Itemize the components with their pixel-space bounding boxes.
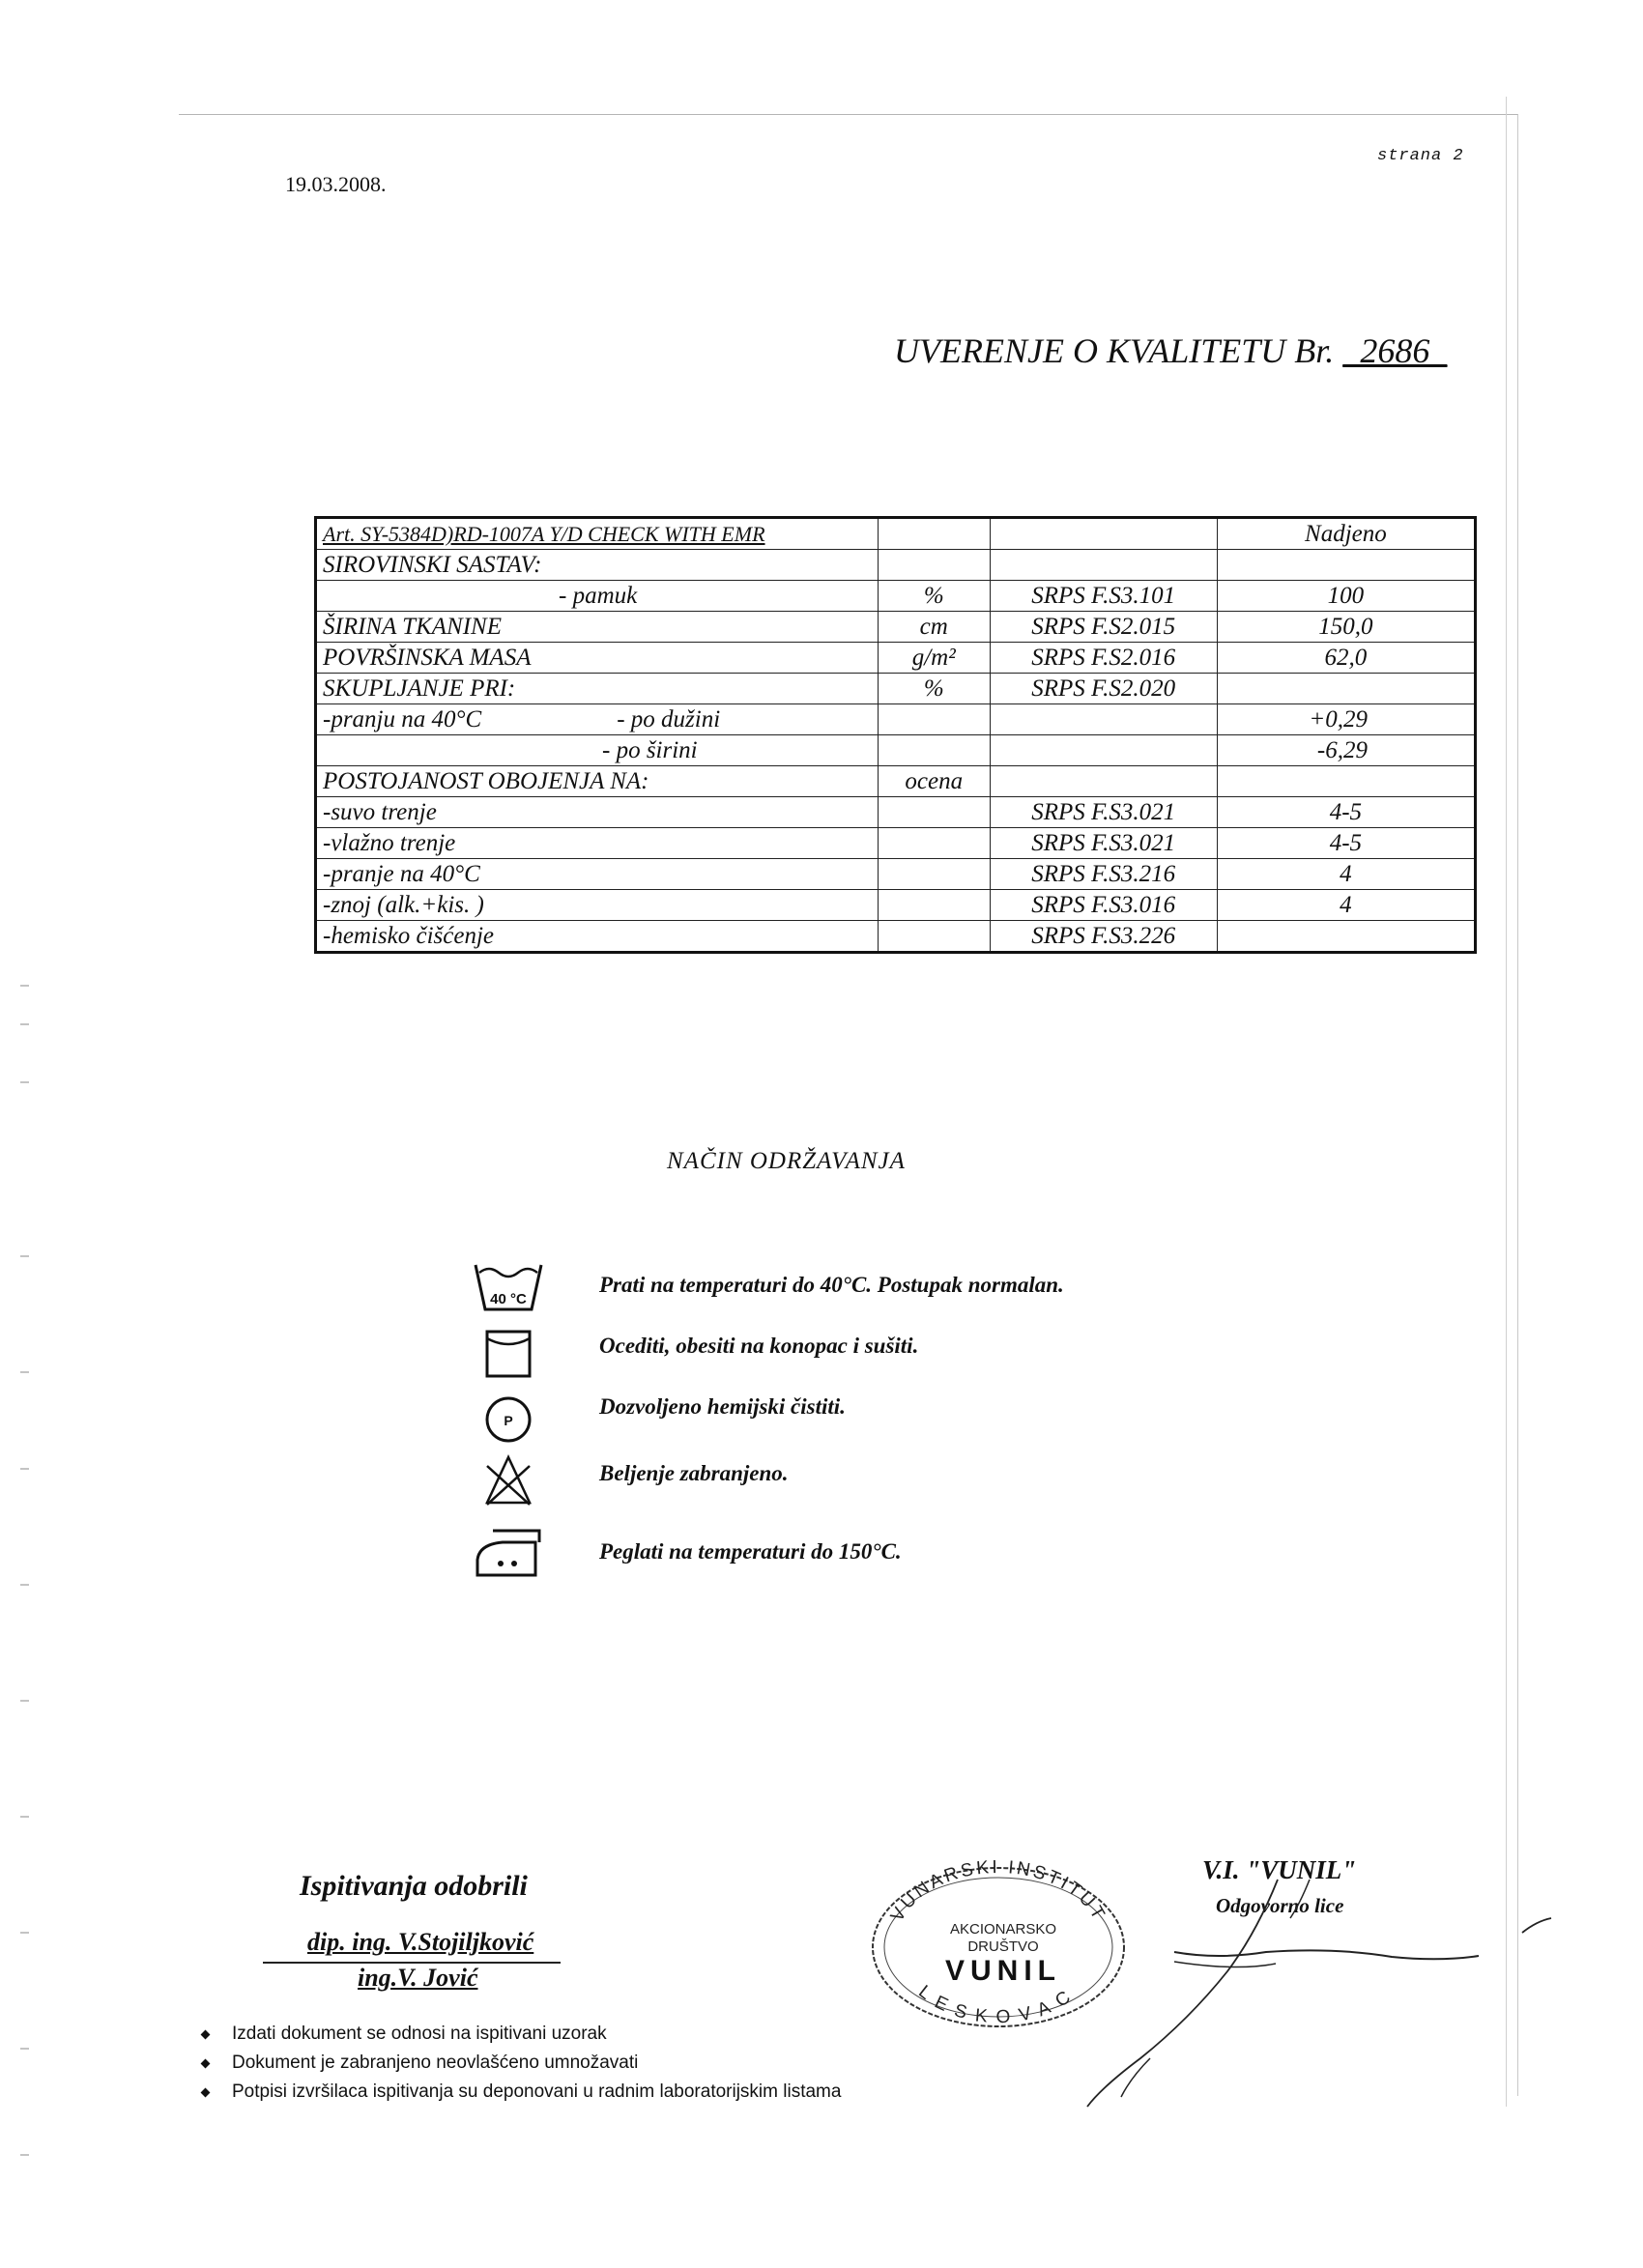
table-row (316, 518, 1476, 550)
row-unit: % (878, 581, 990, 612)
dry-clean-letter: P (504, 1413, 513, 1428)
row-unit: % (878, 674, 990, 704)
table-row (316, 828, 1476, 859)
found-header: Nadjeno (1217, 518, 1475, 550)
care-instruction: Beljenje zabranjeno. (599, 1461, 789, 1485)
row-value: 62,0 (1217, 643, 1475, 674)
row-standard: SRPS F.S3.226 (990, 921, 1217, 953)
institute-stamp (858, 1851, 1139, 2034)
table-row (316, 581, 1476, 612)
document-date: 19.03.2008. (285, 172, 387, 196)
footer-notes (198, 2020, 841, 2107)
document-title (894, 330, 1447, 371)
certificate-number: _2686_ (1342, 331, 1448, 370)
stamp-main-text: VUNIL (945, 1955, 1061, 1987)
care-instruction: Prati na temperaturi do 40°C. Postupak normalan. (599, 1273, 1064, 1297)
list-item: Izdati dokument se odnosi na ispitivani uzorak (198, 2020, 841, 2049)
row-label: -suvo trenje (316, 797, 879, 828)
row-label: - po širini (316, 735, 879, 766)
row-sublabel: - po dužini (617, 706, 721, 732)
row-label: - pamuk (316, 581, 879, 612)
svg-text:VUNARSKI INSTITUT (887, 1857, 1110, 1925)
row-value: +0,29 (1217, 704, 1475, 735)
responsible-person-label: Odgovorno lice (1216, 1894, 1344, 1917)
row-label: SKUPLJANJE PRI: (316, 674, 879, 704)
table-row (316, 921, 1476, 953)
diamond-bullet-icon (201, 2058, 211, 2068)
list-item: Dokument je zabranjeno neovlašćeno umnožavati (198, 2049, 841, 2078)
signer-name: dip. ing. V.Stojiljković (307, 1928, 534, 1956)
row-label: -hemisko čišćenje (316, 921, 879, 953)
row-unit: cm (878, 612, 990, 643)
table-row (316, 735, 1476, 766)
row-value: -6,29 (1217, 735, 1475, 766)
dry-clean-p-icon (474, 1393, 543, 1446)
quality-results-table (314, 516, 1477, 954)
maintenance-title: NAČIN ODRŽAVANJA (667, 1148, 906, 1174)
table-row (316, 612, 1476, 643)
title-text: UVERENJE O KVALITETU Br. (894, 331, 1343, 370)
row-standard: SRPS F.S3.021 (990, 828, 1217, 859)
table-row (316, 643, 1476, 674)
table-row (316, 550, 1476, 581)
row-label: -pranju na 40°C - po dužini (316, 704, 879, 735)
row-standard: SRPS F.S3.101 (990, 581, 1217, 612)
row-label: ŠIRINA TKANINE (316, 612, 879, 643)
table-row (316, 766, 1476, 797)
scan-edge-artifact (17, 966, 31, 2223)
stamp-city: LESKOVAC (914, 1981, 1082, 2028)
iron-two-dots-icon (474, 1525, 543, 1581)
row-label: -znoj (alk.+kis. ) (316, 890, 879, 921)
list-item: Potpisi izvršilaca ispitivanja su deponovani u radnim laboratorijskim listama (198, 2078, 841, 2107)
row-value: 4 (1217, 890, 1475, 921)
row-label: POSTOJANOST OBOJENJA NA: (316, 766, 879, 797)
care-instruction: Ocediti, obesiti na konopac i sušiti. (599, 1334, 919, 1358)
page-frame (179, 114, 1518, 2096)
page-number: strana 2 (1377, 147, 1464, 165)
row-standard: SRPS F.S2.016 (990, 643, 1217, 674)
diamond-bullet-icon (201, 2029, 211, 2039)
row-standard: SRPS F.S3.021 (990, 797, 1217, 828)
svg-text:LESKOVAC (914, 1982, 1081, 2028)
article-cell: Art. SY-5384D)RD-1007A Y/D CHECK WITH EMR (316, 518, 879, 550)
frame-edge-line (1506, 97, 1507, 2107)
stamp-line: AKCIONARSKO (949, 1921, 1057, 1938)
wash-temp-label: 40 °C (490, 1291, 527, 1307)
table-row (316, 704, 1476, 735)
table-row (316, 797, 1476, 828)
institute-name: V.I. "VUNIL" (1202, 1855, 1357, 1884)
row-value: 150,0 (1217, 612, 1475, 643)
row-standard: SRPS F.S3.016 (990, 890, 1217, 921)
row-standard: SRPS F.S2.015 (990, 612, 1217, 643)
table-row (316, 890, 1476, 921)
row-label: SIROVINSKI SASTAV: (316, 550, 879, 581)
row-value: 4 (1217, 859, 1475, 890)
row-unit: ocena (878, 766, 990, 797)
diamond-bullet-icon (201, 2087, 211, 2097)
wash-40-icon (474, 1261, 543, 1313)
row-standard: SRPS F.S3.216 (990, 859, 1217, 890)
row-value: 100 (1217, 581, 1475, 612)
stamp-line: DRUŠTVO (967, 1938, 1039, 1955)
table-row (316, 859, 1476, 890)
approval-title: Ispitivanja odobrili (300, 1870, 528, 1902)
row-label: POVRŠINSKA MASA (316, 643, 879, 674)
row-value: 4-5 (1217, 828, 1475, 859)
stamp-arc-text: VUNARSKI INSTITUT (886, 1856, 1110, 1926)
care-instruction: Peglati na temperaturi do 150°C. (599, 1539, 902, 1564)
tumble-dry-square-icon (474, 1329, 543, 1381)
row-label: -vlažno trenje (316, 828, 879, 859)
row-standard: SRPS F.S2.020 (990, 674, 1217, 704)
care-instruction: Dozvoljeno hemijski čistiti. (599, 1394, 846, 1419)
signer-name: ing.V. Jović (358, 1964, 478, 1992)
table-row (316, 674, 1476, 704)
no-bleach-icon (474, 1454, 543, 1507)
row-value: 4-5 (1217, 797, 1475, 828)
row-unit: g/m² (878, 643, 990, 674)
row-label: -pranje na 40°C (316, 859, 879, 890)
